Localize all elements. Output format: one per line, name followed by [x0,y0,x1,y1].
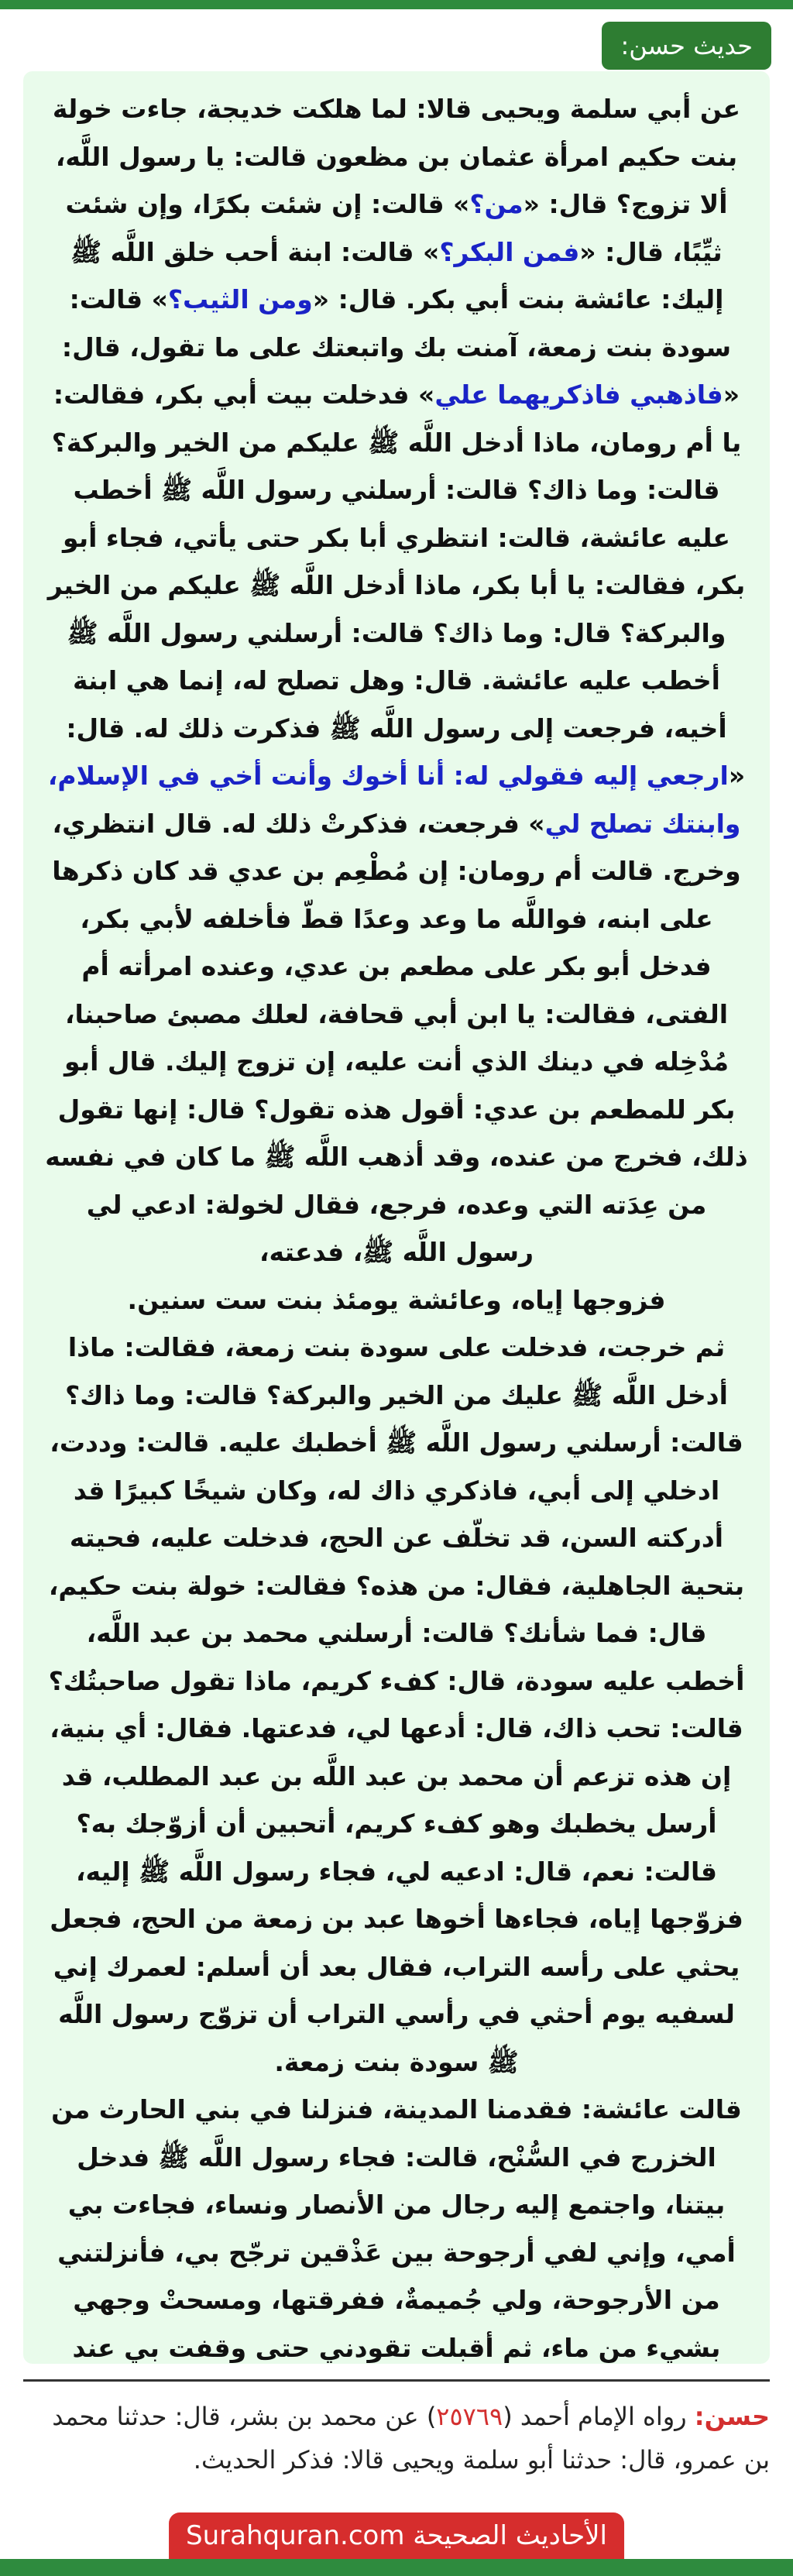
narration-text: » قالت: ابنة أحب خلق اللَّه ﷺ إليك: عائشة بنت أبي بكر. قال: « [70,236,724,314]
prophet-quote: ارجعي إليه فقولي له: أنا أخوك وأنت أخي في الإسلام، وابنتك تصلح لي [47,761,741,839]
hadith-text [43,85,750,2364]
narration-text: فزوجها إياه، وعائشة يومئذ بنت ست سنين. [127,1284,666,1315]
narration-text: ثم خرجت، فدخلت على سودة بنت زمعة، فقالت: ماذا أدخل اللَّه ﷺ عليك من الخير والبركة؟ قالت: وما ذاك؟ قالت: أرسلني رسول اللَّه ﷺ أخطبك عليه. قالت: وددت، ادخلي إلى أبي، فاذكري ذاك له، وكان شيخًا كبيرًا قد أدركته السن، قد تخلّف عن الحج، فدخلت عليه، فحيته بتحية الجاهلية، فقال: من هذه؟ فقالت: خولة بنت حكيم، قال: فما شأنك؟ قالت: أرسلني محمد بن عبد اللَّه، أخطب عليه سودة، قال: كفء كريم، ماذا تقول صاحبتُك؟ قالت: تحب ذاك، قال: أدعها لي، فدعتها. فقال: أي بنية، إن هذه تزعم أن محمد بن عبد اللَّه بن عبد المطلب، قد أرسل يخطبك وهو كفء كريم، أتحبين أن أزوّجك به؟ قالت: نعم، قال: ادعيه لي، فجاء رسول اللَّه ﷺ إليه، فزوّجها إياه، فجاءها أخوها عبد بن زمعة من الحج، فجعل يحثي على رأسه التراب، فقال بعد أن أسلم: لعمرك إني لسفيه يوم أحثي في رأسي التراب أن تزوّج رسول اللَّه ﷺ سودة بنت زمعة. [48,1332,745,2077]
divider [23,2379,770,2382]
narration-text: قالت عائشة: فقدمنا المدينة، فنزلنا في بني الحارث من الخزرج في السُّنْح، قالت: فجاء رسول اللَّه ﷺ فدخل بيتنا، واجتمع إليه رجال من الأنصار ونساء، فجاءت بي أمي، وإني لفي أرجوحة بين عَذْقين ترجّح بي، فأنزلتني من الأرجوحة، ولي جُميمةٌ، ففرقتها، ومسحتْ وجهي بشيء من ماء، ثم أقبلت تقودني حتى وقفت بي عند [51,2094,742,2363]
grading-text-after: ) عن محمد بن بشر، قال: حدثنا محمد بن عمرو، قال: حدثنا أبو سلمة ويحيى قالا: فذكر الحديث. [52,2402,770,2475]
prophet-quote: فاذهبي فاذكريهما علي [434,380,723,410]
hadith-grade-badge: حديث حسن: [602,22,771,70]
grading-text-before: رواه الإمام أحمد ( [503,2402,695,2431]
narration-text: » قالت: إن شئت بكرًا، وإن شئت ثيِّبًا، قال: « [65,189,723,267]
site-badge[interactable]: الأحاديث الصحيحة Surahquran.com [169,2512,624,2559]
narration-text: » فدخلت بيت أبي بكر، فقالت: يا أم رومان، ماذا أدخل اللَّه ﷺ عليكم من الخير والبركة؟ قالت: وما ذاك؟ قالت: أرسلني رسول اللَّه ﷺ أخطب عليه عائشة، قالت: انتظري أبا بكر حتى يأتي، فجاء أبو بكر، فقالت: يا أبا بكر، ماذا أدخل اللَّه ﷺ عليكم من الخير والبركة؟ قال: وما ذاك؟ قالت: أرسلني رسول اللَّه ﷺ أخطب عليه عائشة. قال: وهل تصلح له، إنما هي ابنة أخيه، فرجعت إلى رسول اللَّه ﷺ فذكرت ذلك له. قال: « [47,380,746,791]
narration-text: » فرجعت، فذكرتْ ذلك له. قال انتظري، وخرج. قالت أم رومان: إن مُطْعِم بن عدي قد كان ذكرها على ابنه، فواللَّه ما وعد وعدًا قطّ فأخلفه لأبي بكر، فدخل أبو بكر على مطعم بن عدي، وعنده امرأته أم الفتى، فقالت: يا ابن أبي قحافة، لعلك مصبئ صاحبنا، مُدْخِله في دينك الذي أنت عليه، إن تزوج إليك. قال أبو بكر للمطعم بن عدي: أقول هذه تقول؟ قال: إنها تقول ذلك، فخرج من عنده، وقد أذهب اللَّه ﷺ ما كان في نفسه من عِدَته التي وعده، فرجع، فقال لخولة: ادعي لي رسول اللَّه ﷺ، فدعته، [45,808,748,1267]
prophet-quote: فمن البكر؟ [439,236,580,267]
prophet-quote: ومن الثيب؟ [167,284,313,314]
grading-label: حسن: [694,2402,770,2431]
footer-stripe [0,2559,793,2576]
grading-note [23,2395,770,2482]
narration-text: » قالت: سودة بنت زمعة، آمنت بك واتبعتك على ما تقول، قال: « [61,284,740,410]
prophet-quote: من؟ [469,189,524,219]
grading-number: ٢٥٧٦٩ [436,2402,503,2431]
narration-text: عن أبي سلمة ويحيى قالا: لما هلكت خديجة، جاءت خولة بنت حكيم امرأة عثمان بن مظعون قالت: يا رسول اللَّه، ألا تزوج؟ قال: « [52,94,741,219]
top-stripe [0,0,793,9]
hadith-box [23,71,770,2364]
